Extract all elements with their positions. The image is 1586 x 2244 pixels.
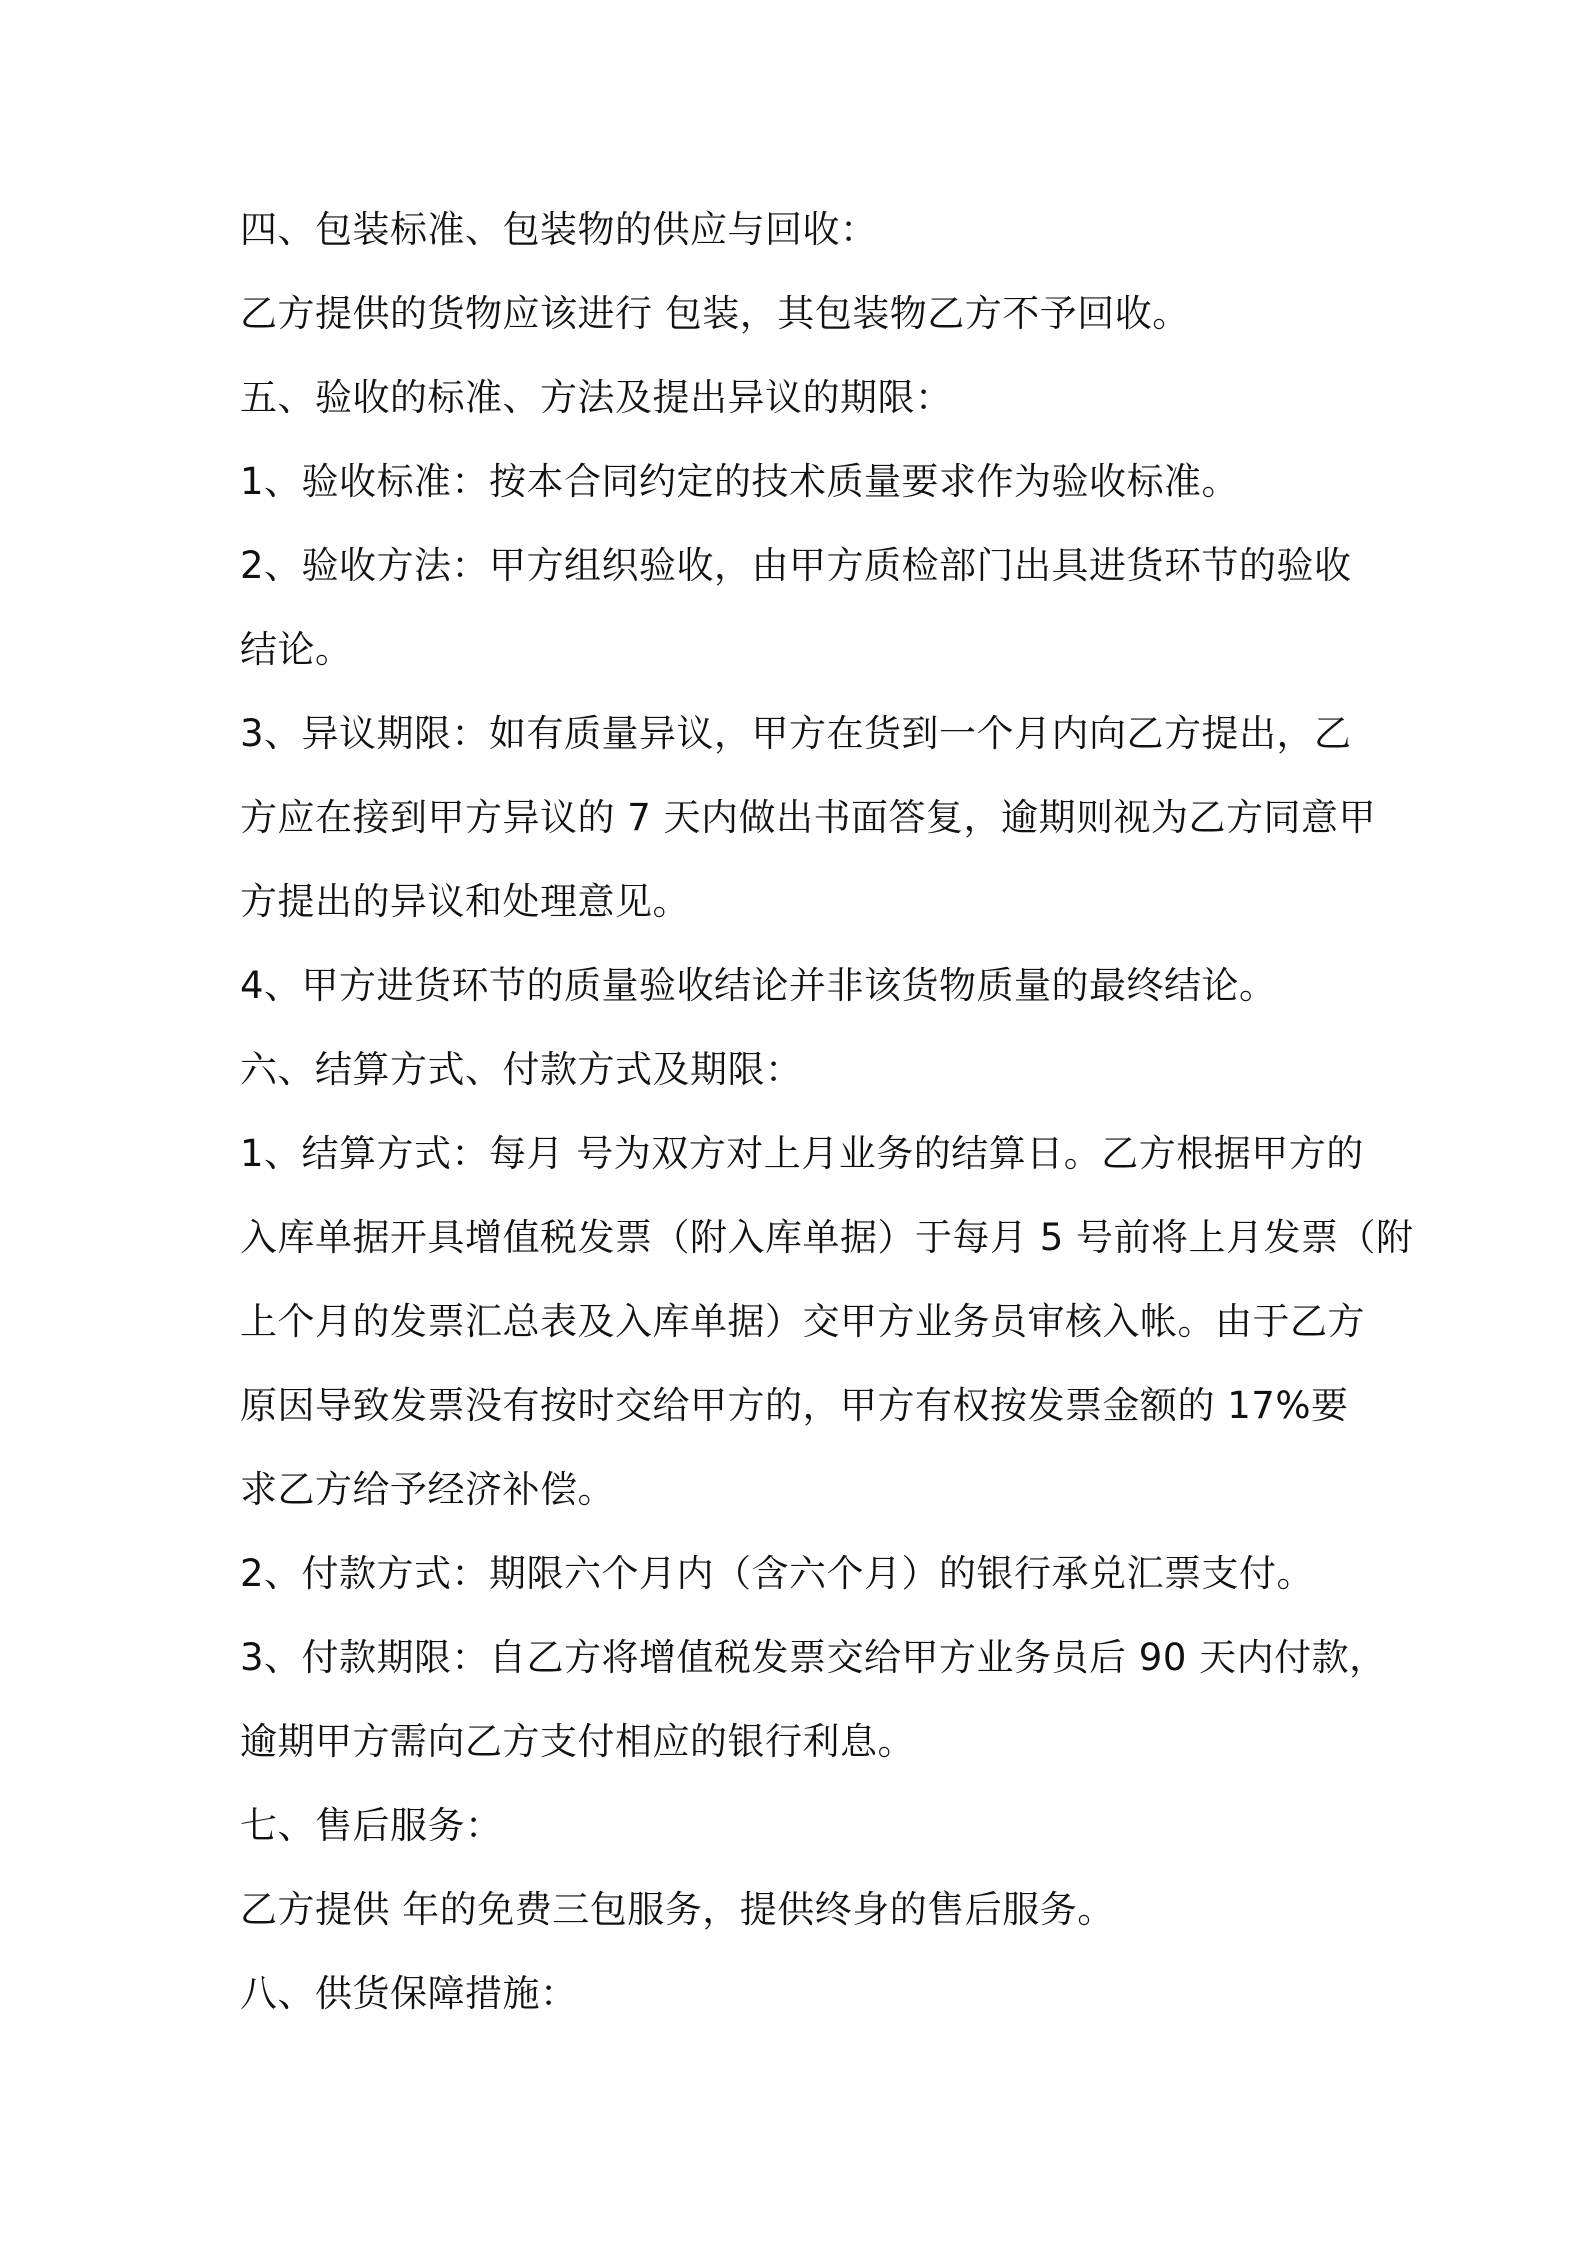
clause-acceptance-method: 2、验收方法：甲方组织验收，由甲方质检部门出具进货环节的验收 (240, 544, 1352, 587)
clause-payment-period-cont: 逾期甲方需向乙方支付相应的银行利息。 (240, 1720, 915, 1763)
clause-objection-period-cont-1: 方应在接到甲方异议的 7 天内做出书面答复，逾期则视为乙方同意甲 (240, 796, 1377, 839)
section-heading-supply-guarantee: 八、供货保障措施： (240, 1972, 578, 2015)
clause-settlement-method: 1、结算方式：每月 号为双方对上月业务的结算日。乙方根据甲方的 (240, 1132, 1364, 1175)
clause-acceptance-method-cont: 结论。 (240, 628, 353, 671)
clause-objection-period: 3、异议期限：如有质量异议，甲方在货到一个月内向乙方提出，乙 (240, 712, 1352, 755)
section-heading-after-sales: 七、售后服务： (240, 1804, 503, 1847)
clause-settlement-method-cont-1: 入库单据开具增值税发票（附入库单据）于每月 5 号前将上月发票（附 (240, 1216, 1414, 1259)
section-heading-packaging: 四、包装标准、包装物的供应与回收： (240, 208, 878, 251)
clause-settlement-method-cont-4: 求乙方给予经济补偿。 (240, 1468, 615, 1511)
clause-settlement-method-cont-2: 上个月的发票汇总表及入库单据）交甲方业务员审核入帐。由于乙方 (240, 1300, 1365, 1343)
paragraph-packaging: 乙方提供的货物应该进行 包装，其包装物乙方不予回收。 (240, 292, 1190, 335)
clause-objection-period-cont-2: 方提出的异议和处理意见。 (240, 880, 690, 923)
section-heading-settlement: 六、结算方式、付款方式及期限： (240, 1048, 803, 1091)
clause-payment-method: 2、付款方式：期限六个月内（含六个月）的银行承兑汇票支付。 (240, 1552, 1315, 1595)
paragraph-after-sales: 乙方提供 年的免费三包服务，提供终身的售后服务。 (240, 1888, 1115, 1931)
clause-payment-period: 3、付款期限：自乙方将增值税发票交给甲方业务员后 90 天内付款， (240, 1636, 1387, 1679)
clause-acceptance-standard: 1、验收标准：按本合同约定的技术质量要求作为验收标准。 (240, 460, 1240, 503)
clause-acceptance-conclusion: 4、甲方进货环节的质量验收结论并非该货物质量的最终结论。 (240, 964, 1277, 1007)
section-heading-acceptance: 五、验收的标准、方法及提出异议的期限： (240, 376, 953, 419)
clause-settlement-method-cont-3: 原因导致发票没有按时交给甲方的，甲方有权按发票金额的 17%要 (240, 1384, 1349, 1427)
